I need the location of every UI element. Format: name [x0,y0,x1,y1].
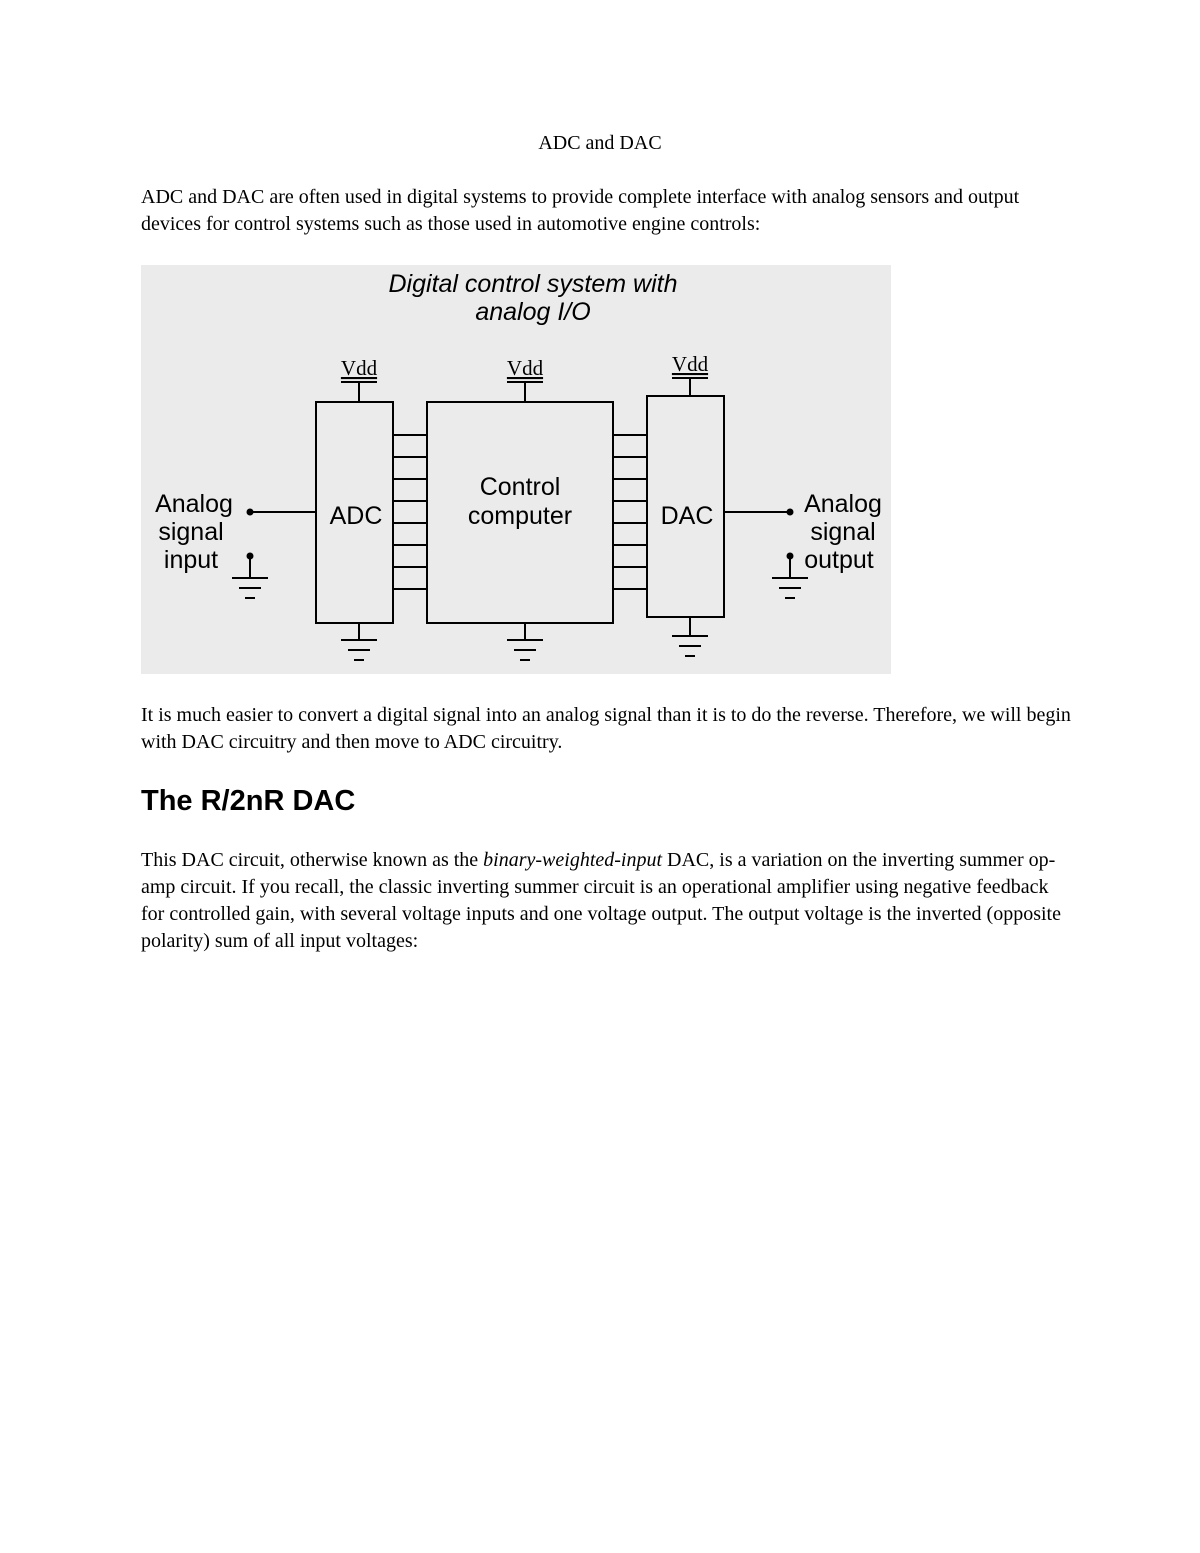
section-heading: The R/2nR DAC [141,785,356,817]
dac-vdd-label: Vdd [671,352,709,376]
paragraph-text-rest: DAC, is a variation on the inverting summer op-amp circuit. If you recall, the classic inverting summer circuit is an operational amplifier using negative feedback for controlled gain, with several voltage inputs and one voltage output. The output voltage is the inverted (opposite polarity) sum of all input voltages: [141,849,1061,952]
output-label-line3: output [804,546,874,574]
adc-vdd-label: Vdd [340,356,378,380]
output-label-line2: signal [810,518,876,546]
diagram-title-line1: Digital control system with [388,270,678,298]
adc-label: ADC [329,502,383,530]
computer-vdd-label: Vdd [506,356,544,380]
input-label-line1: Analog [155,490,233,518]
binary-weighted-input-term: binary-weighted-input [483,849,663,871]
input-label-line2: signal [158,518,224,546]
computer-label-line2: computer [467,502,573,530]
adc-dac-block-diagram [141,265,891,674]
output-label-line1: Analog [804,490,882,518]
paragraph-text-start: This DAC circuit, otherwise known as the [141,849,484,871]
diagram-title-line2: analog I/O [475,298,591,326]
conversion-paragraph: It is much easier to convert a digital signal into an analog signal than it is to do the reverse. Therefore, we will begin with DAC circuitry and then move to ADC circuitry. [141,704,1071,753]
dac-label: DAC [660,502,714,530]
binary-weighted-dac-paragraph [141,847,1071,955]
intro-paragraph: ADC and DAC are often used in digital systems to provide complete interface with analog sensors and output devices for control systems such as those used in automotive engine controls: [141,186,1020,235]
computer-label-line1: Control [479,473,561,501]
page-title: ADC and DAC [538,132,662,154]
input-label-line3: input [163,546,219,574]
